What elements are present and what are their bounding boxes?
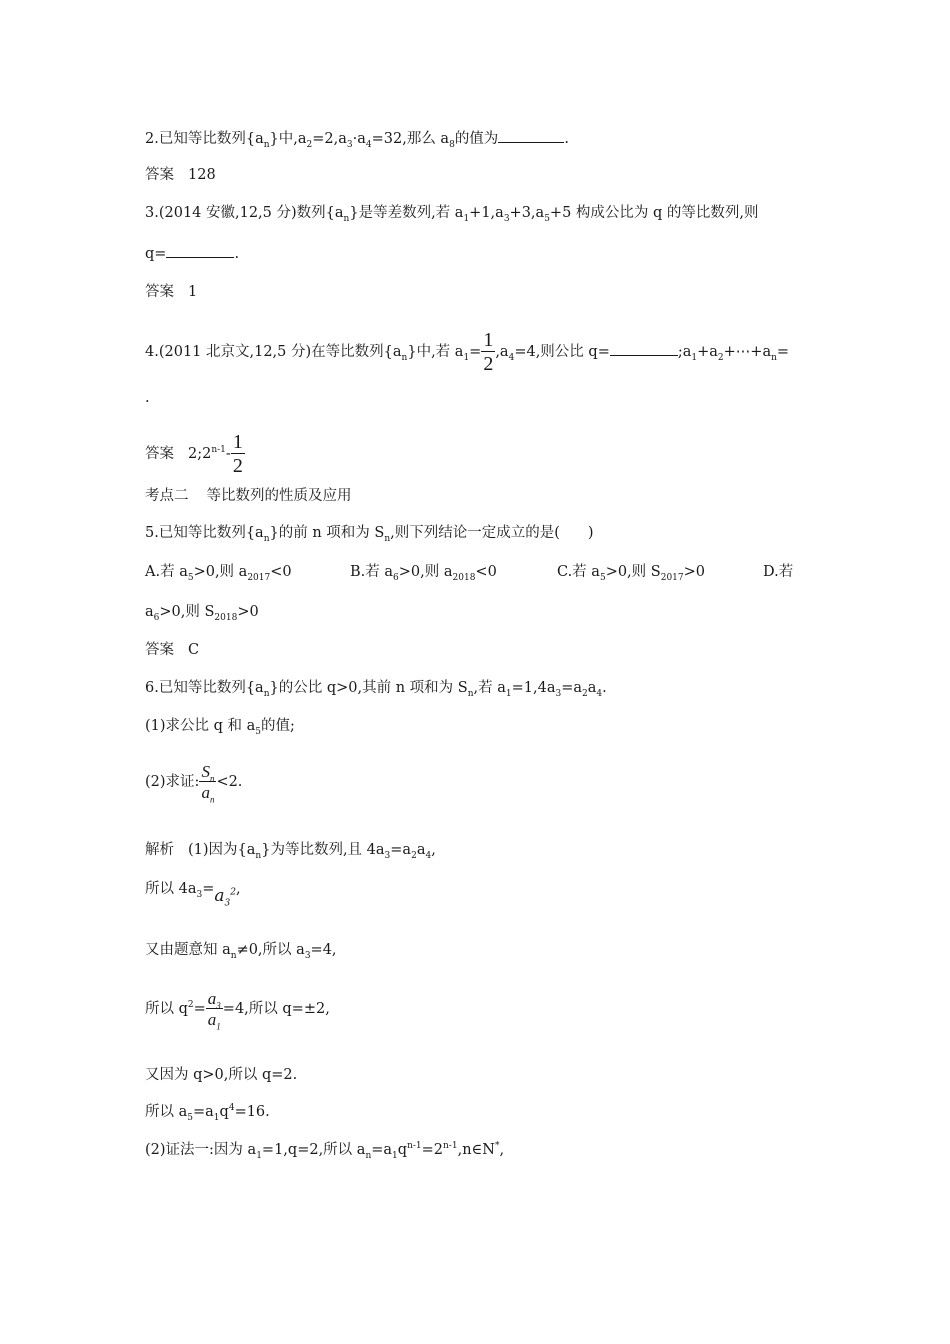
solution-line-1: 解析 (1)因为$\{a_n\}$为等比数列,且 $4a_3=a_2a_4$, [145,842,436,861]
solution-line-2: 所以 $4a_3=a_3^2$, [145,881,241,909]
question-6: 6.已知等比数列$\{a_n\}$的公比 q>0,其前 n 项和为 $S_n$,若 $a_1=1,4a_3=a_2a_4$. [145,680,607,699]
solution-line-4: 所以 $q^2=$ $\frac{a_3}{a_1}$ =4,所以 q=±2, [145,989,330,1032]
answer-blank [610,341,678,356]
option-d: D.若 [763,564,794,580]
option-c: C.若 $a_5>0$,则 $S_{2017}>0$ [557,564,705,583]
solution-line-7: (2)证法一:因为 $a_1=1,q=2$,所以 $a_n=a_1q^{n-1}=2^{n-1},n\in N^*$, [145,1141,505,1161]
answer-blank [166,243,234,258]
fraction-one-half: $\frac{1}{2}$ [232,431,243,477]
question-6-part-1: (1)求公比 q 和 $a_5$的值; [145,718,295,737]
option-a: A.若 $a_5>0$,则 $a_{2017}<0$ [145,564,292,583]
answer-5: 答案 C [145,642,200,658]
solution-line-6: 所以 $a_5=a_1q^4=16$. [145,1103,270,1123]
solution-line-5: 又因为 q>0,所以 q=2. [145,1067,298,1083]
question-3: 3.(2014 安徽,12,5 分)数列$\{a_n\}$是等差数列,若 $a_1+1,a_3+3,a_5+5$ 构成公比为 q 的等比数列,则 [145,205,759,224]
question-6-part-2: (2)求证: $\frac{S_n}{a_n}$ <2. [145,762,243,805]
solution-line-3: 又由题意知 $a_n\ne 0$,所以 $a_3=4$, [145,942,337,961]
answer-blank [498,128,564,143]
fraction-sn-over-an: $\frac{S_n}{a_n}$ [201,762,215,805]
fraction-a3-over-a1: $\frac{a_3}{a_1}$ [207,989,221,1032]
answer-4: 答案 2;2$^{n-1}$- $\frac{1}{2}$ [145,431,243,477]
fraction-one-half: $\frac{1}{2}$ [483,329,494,375]
question-4-line-2: . [145,390,150,406]
question-4: 4.(2011 北京文,12,5 分)在等比数列$\{a_n\}$中,若 $a_1=$ $\frac{1}{2}$ $,a_4=4$,则公比 $q= ;a_1+a_2+\cdots+a_n=$ [145,329,790,375]
question-3-line-2: q= . [145,243,239,264]
question-5: 5.已知等比数列$\{a_n\}$的前 n 项和为 $S_n$,则下列结论一定成立的是( ) [145,525,594,544]
answer-3: 答案 1 [145,284,198,300]
question-2: 2.已知等比数列$\{a_n\}$中$,a_2=2,a_3\cdot a_4=32$,那么 $a_8$的值为 . [145,128,569,149]
section-heading: 考点二 等比数列的性质及应用 [145,488,352,504]
option-d-line-2: $a_6>0$,则 $S_{2018}>0$ [145,604,259,623]
answer-2: 答案 128 [145,167,216,183]
option-b: B.若 $a_6>0$,则 $a_{2018}<0$ [350,564,497,583]
